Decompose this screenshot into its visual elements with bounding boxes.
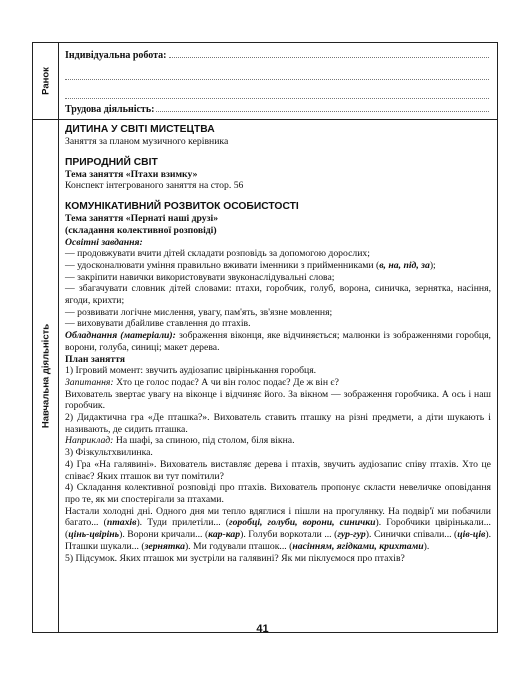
spacer [65, 192, 491, 201]
lessons-content [59, 120, 498, 633]
plan-step: 4) Складання колективної розповіді про птахів. Вихователь пропонує скласти невеличке оповідання про те, як ми спостерігали за птахами. [65, 482, 491, 505]
labor-label: Трудова діяльність: [65, 104, 155, 115]
story-answer: гур-гур [337, 529, 366, 541]
spacer [65, 148, 491, 157]
prepositions: в, на, під, за [379, 259, 430, 271]
goal-item: — збагачувати словник дітей словами: птахи, горобчик, голуб, ворона, синичка, зернятка, насіння, ягоди, крихти; [65, 283, 491, 307]
goal-item [65, 260, 491, 272]
plan-label: План заняття [65, 353, 126, 365]
page-number: 41 [256, 623, 269, 635]
lessons-row [33, 120, 498, 633]
example [65, 435, 491, 447]
story-part: ). Ворони кричали... ( [119, 529, 209, 541]
question-text: Хто це голос подає? А чи він голос подає? Де ж він є? [113, 376, 339, 388]
morning-label: Ранок [40, 67, 51, 95]
goal-item: — закріпити навички використовувати звуконаслідувальні слова; [65, 271, 335, 283]
question-label: Запитання: [65, 376, 114, 388]
example-text: На шафі, за спиною, під столом, біля вікна. [113, 435, 295, 447]
nature-text: Конспект інтегрованого заняття на стор. 56 [65, 180, 244, 192]
comm-heading: КОМУНІКАТИВНИЙ РОЗВИТОК ОСОБИСТОСТІ [65, 201, 299, 213]
story-part: ). [423, 540, 430, 552]
comm-topic: Тема заняття «Пернаті наші друзі» [65, 213, 219, 225]
art-text: Заняття за планом музичного керівника [65, 136, 229, 147]
story-part: ). Синички співали... ( [365, 529, 458, 541]
goal-item: — виховувати дбайливе ставлення до птахів. [65, 318, 251, 330]
morning-side-cell [33, 43, 59, 120]
goal-item: — продовжувати вчити дітей складати розповідь за допомогою дорослих; [65, 248, 370, 260]
plan-step: 3) Фізкультхвилинка. [65, 447, 153, 459]
story-part: ). Пташки шукали... ( [65, 529, 491, 552]
plan-step: 5) Підсумок. Яких пташок ми зустріли на галявині? Як ми піклуємося про птахів? [65, 552, 405, 564]
labor-line [65, 99, 489, 115]
equipment-text: зображення віконця, яке відчиняється; малюнки із зображеннями горобця, ворони, голуба, синиці; макет дерева. [65, 330, 491, 353]
goal-text-end: ); [429, 259, 436, 271]
individual-work-label: Індивідуальна робота: [65, 50, 167, 61]
plan-step: Вихователь звертає увагу на віконце і відчиняє його. За вікном — зображення горобчика. А ось і наш горобчик. [65, 388, 491, 412]
lesson-plan-table [32, 42, 498, 633]
question [65, 377, 491, 389]
story-part: ). Ми годували пташок... ( [184, 540, 293, 552]
story-answer: цінь-цвірінь [68, 529, 120, 541]
morning-row [33, 43, 498, 120]
art-heading: ДИТИНА У СВІТІ МИСТЕЦТВА [65, 124, 215, 135]
story-answer: горобці, голуби, ворони, синички [229, 517, 376, 529]
nature-heading: ПРИРОДНИЙ СВІТ [65, 156, 158, 168]
story-part: ). Горобчики цвірінькали... ( [65, 517, 491, 541]
story-part: ). Туди прилетіли... ( [136, 517, 229, 529]
plan-step: 4) Гра «На галявині». Вихователь виставляє дерева і птахів, звучить аудіозапис співу птахів. Хто це співає? Яких пташок ви тут помітили? [65, 458, 491, 482]
story-answer: ців-ців [457, 529, 486, 541]
story-part: ). Голуби воркотали ... ( [240, 529, 338, 541]
story-answer: насінням, ягідками, крихтами [292, 540, 424, 552]
blank-line [65, 80, 489, 99]
fill-dots [156, 110, 489, 112]
story-text [65, 506, 491, 553]
plan-step: 2) Дидактична гра «Де пташка?». Вихователь ставить пташку на різні предмети, а діти шукають і називають, де сидить пташка. [65, 412, 491, 435]
goal-item: — розвивати логічне мислення, увагу, пам'ять, зв'язне мовлення; [65, 306, 333, 318]
plan-step: 1) Ігровий момент: звучить аудіозапис цвірінькання горобця. [65, 365, 317, 377]
comm-subtopic: (складання колективної розповіді) [65, 224, 217, 236]
nature-topic: Тема заняття «Птахи взимку» [65, 168, 198, 180]
goal-text: — удосконалювати уміння правильно вживати іменники з прийменниками ( [65, 259, 380, 271]
lesson-plan-page [32, 42, 498, 633]
story-answer: птахів [106, 517, 137, 529]
story-part: Настали холодні дні. Одного дня ми тепло вдяглися і пішли на прогулянку. На подвір'ї ми побачили багато... ( [65, 505, 491, 529]
goals-label: Освітні завдання: [65, 236, 143, 248]
equipment [65, 330, 491, 353]
story-answer: зернятка [144, 540, 185, 552]
lessons-label: Навчальна діяльність [40, 323, 51, 429]
lessons-side-cell [33, 120, 59, 633]
morning-content [59, 43, 498, 120]
individual-work-line [65, 45, 489, 61]
story-answer: кар-кар [208, 529, 241, 541]
equipment-label: Обладнання (матеріали): [65, 330, 176, 342]
fill-dots [169, 56, 490, 58]
example-label: Наприклад: [65, 435, 114, 447]
blank-line [65, 61, 489, 80]
